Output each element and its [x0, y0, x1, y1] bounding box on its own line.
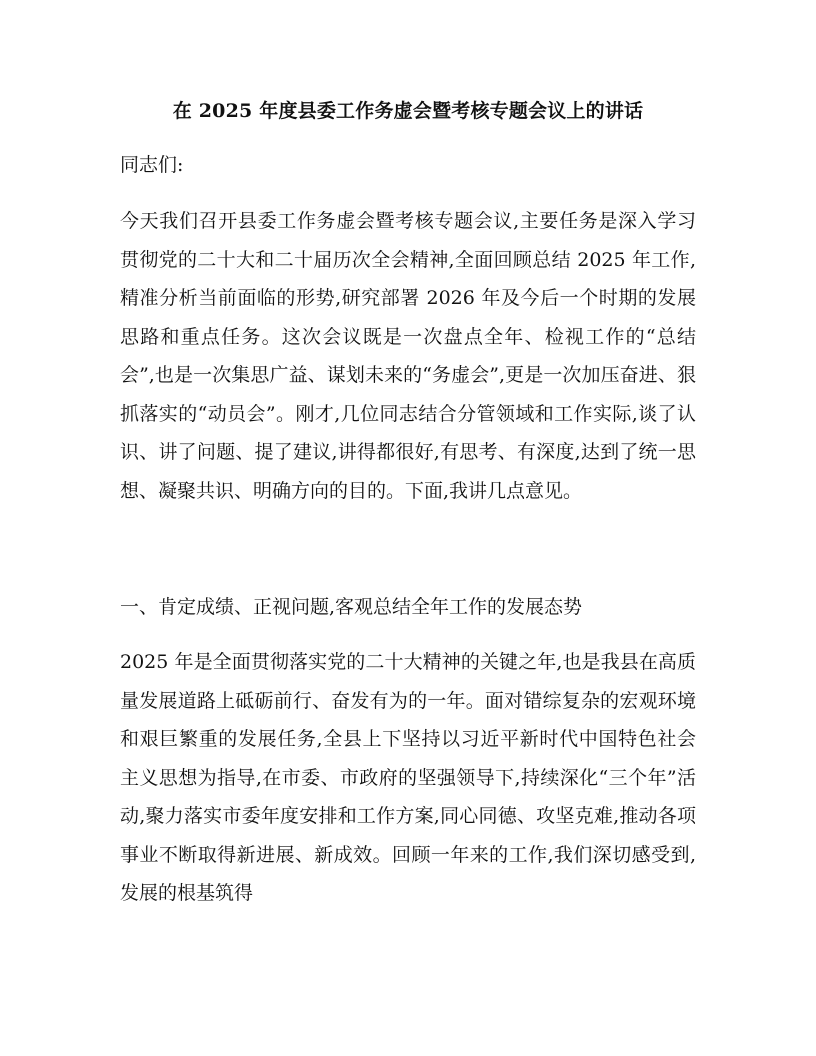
section-heading-1: 一、肯定成绩、正视问题,客观总结全年工作的发展态势: [120, 596, 583, 618]
paragraph-review: 2025 年是全面贯彻落实党的二十大精神的关键之年,也是我县在高质量发展道路上砥砺前行、奋发有为的一年。面对错综复杂的宏观环境和艰巨繁重的发展任务,全县上下坚持以习近平新时代中国特色社会主义思想为指导,在市委、市政府的坚强领导下,持续深化“三个年”活动,聚力落实市委年度安排和工作方案,同心同德、攻坚克难,推动各项事业不断取得新进展、新成效。回顾一年来的工作,我们深切感受到,发展的根基筑得: [120, 651, 696, 904]
paragraph-intro: 今天我们召开县委工作务虚会暨考核专题会议,主要任务是深入学习贯彻党的二十大和二十届历次全会精神,全面回顾总结 2025 年工作,精准分析当前面临的形势,研究部署 2026 年及今后一个时期的发展思路和重点任务。这次会议既是一次盘点全年、检视工作的“总结会”,也是一次集思广益、谋划未来的“务虚会”,更是一次加压奋进、狠抓落实的“动员会”。刚才,几位同志结合分管领域和工作实际,谈了认识、讲了问题、提了建议,讲得都很好,有思考、有深度,达到了统一思想、凝聚共识、明确方向的目的。下面,我讲几点意见。: [120, 210, 696, 502]
greeting: 同志们:: [120, 154, 184, 176]
document-title: 在 2025 年度县委工作务虚会暨考核专题会议上的讲话: [172, 100, 644, 122]
